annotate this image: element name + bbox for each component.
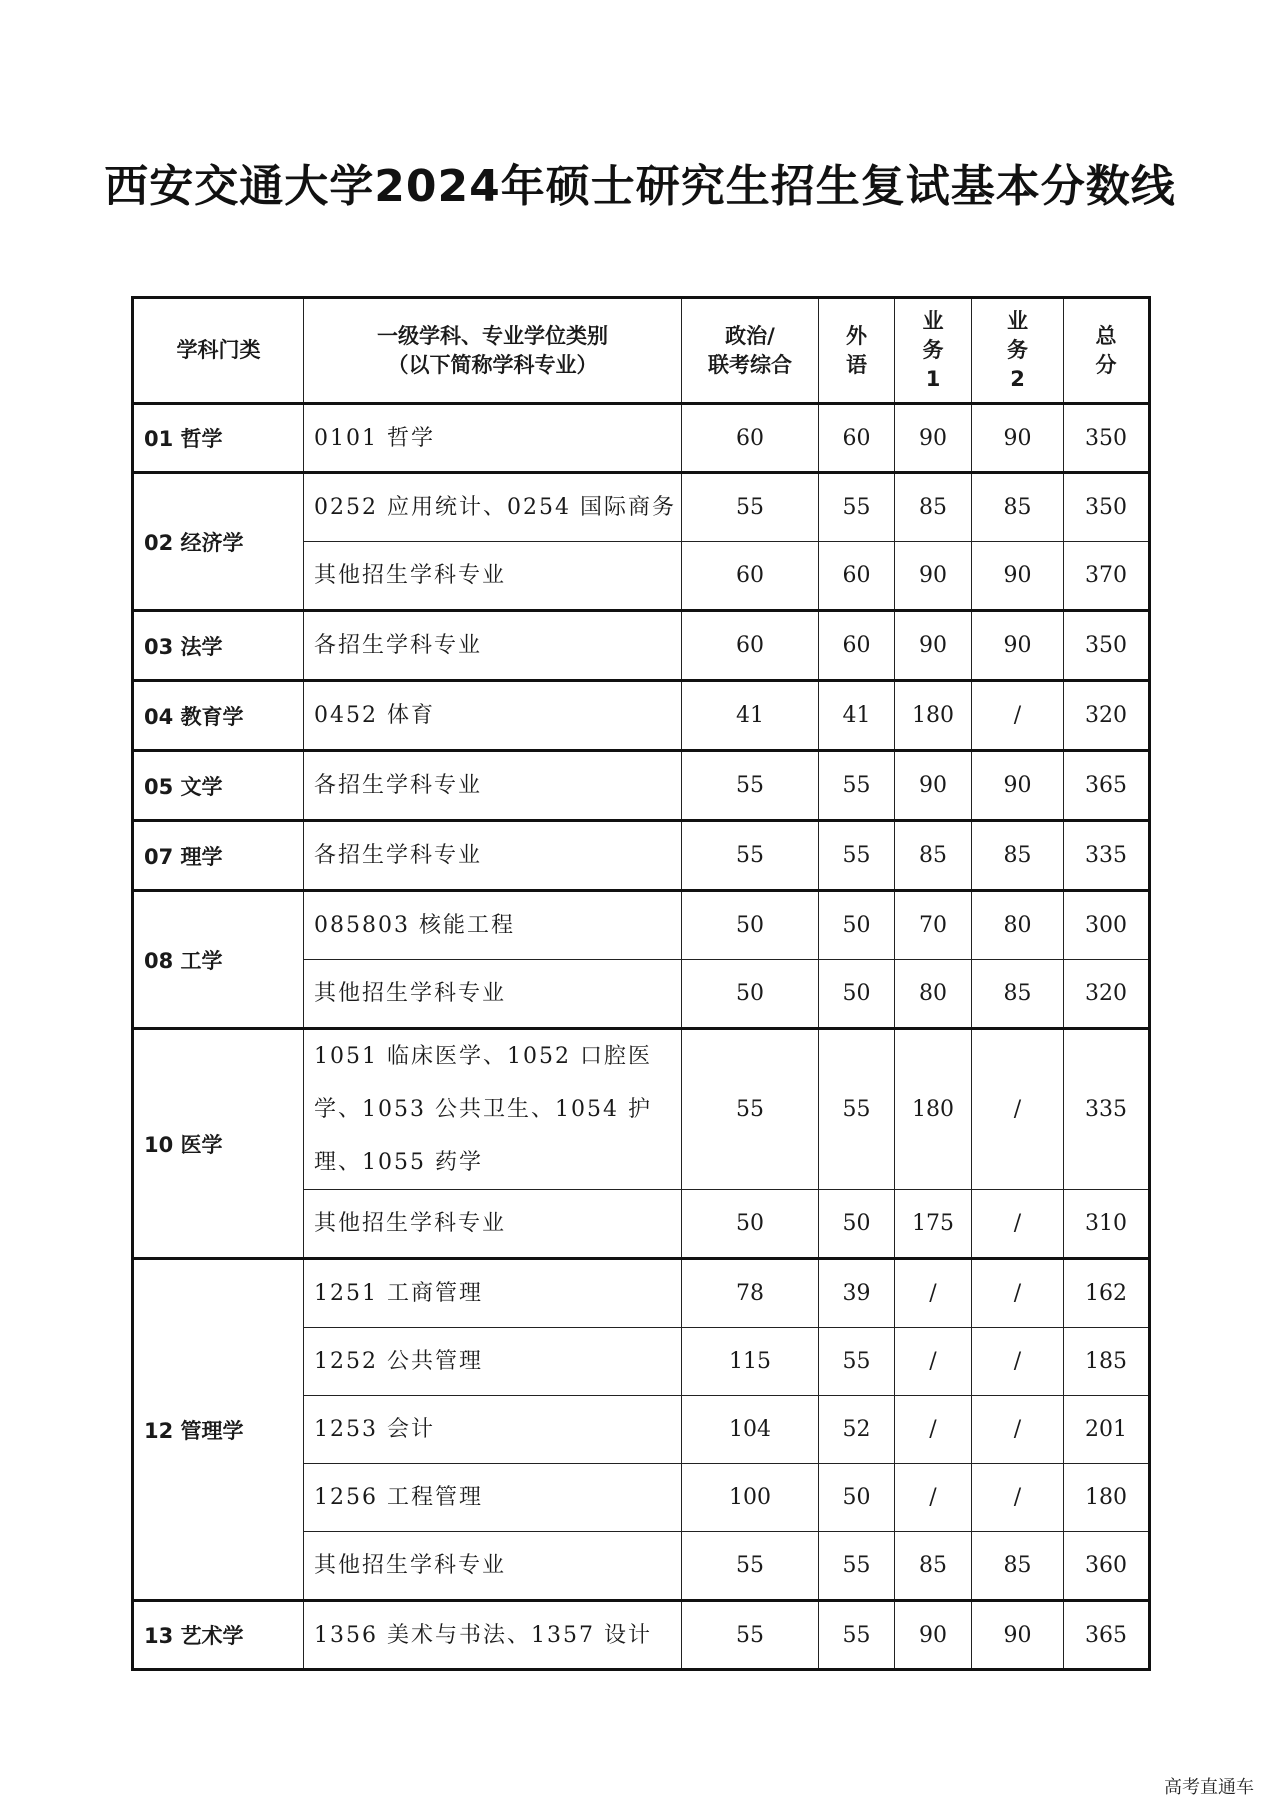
- page-title: 西安交通大学2024年硕士研究生招生复试基本分数线: [104, 161, 1176, 212]
- politics-score-cell: 41: [682, 681, 819, 751]
- header-subject: 一级学科、专业学位类别 （以下简称学科专业）: [304, 298, 682, 404]
- table-row: [133, 821, 1150, 891]
- table-body: [133, 404, 1150, 1670]
- course2-score-cell: /: [972, 1029, 1064, 1190]
- total-score-cell: 360: [1064, 1532, 1150, 1601]
- header-course2: 业 务 2: [972, 298, 1064, 404]
- course2-score-cell: 90: [972, 1601, 1064, 1670]
- course1-score-cell: 180: [895, 681, 972, 751]
- foreign-score-cell: 55: [819, 1532, 895, 1601]
- total-score-cell: 185: [1064, 1328, 1150, 1396]
- foreign-score-cell: 55: [819, 821, 895, 891]
- foreign-score-cell: 39: [819, 1259, 895, 1328]
- course2-score-cell: /: [972, 1328, 1064, 1396]
- course1-score-cell: 180: [895, 1029, 972, 1190]
- watermark-footer: 高考直通车: [1164, 1777, 1254, 1798]
- total-score-cell: 365: [1064, 1601, 1150, 1670]
- course1-score-cell: 175: [895, 1190, 972, 1259]
- course1-score-cell: 70: [895, 891, 972, 960]
- total-score-cell: 162: [1064, 1259, 1150, 1328]
- category-cell: 12 管理学: [133, 1259, 304, 1601]
- politics-score-cell: 55: [682, 1029, 819, 1190]
- category-cell: 08 工学: [133, 891, 304, 1029]
- table-row: [133, 1601, 1150, 1670]
- foreign-score-cell: 50: [819, 960, 895, 1029]
- category-cell: 07 理学: [133, 821, 304, 891]
- politics-score-cell: 60: [682, 542, 819, 611]
- politics-score-cell: 55: [682, 751, 819, 821]
- subject-cell: 各招生学科专业: [304, 611, 682, 681]
- subject-cell: 其他招生学科专业: [304, 960, 682, 1029]
- foreign-score-cell: 52: [819, 1396, 895, 1464]
- header-category: 学科门类: [133, 298, 304, 404]
- course1-score-cell: 85: [895, 473, 972, 542]
- category-cell: 13 艺术学: [133, 1601, 304, 1670]
- course2-score-cell: 85: [972, 960, 1064, 1029]
- politics-score-cell: 60: [682, 404, 819, 473]
- table-row: [133, 681, 1150, 751]
- table-row: [133, 1259, 1150, 1328]
- total-score-cell: 180: [1064, 1464, 1150, 1532]
- politics-score-cell: 50: [682, 960, 819, 1029]
- course2-score-cell: 90: [972, 542, 1064, 611]
- course2-score-cell: 85: [972, 473, 1064, 542]
- politics-score-cell: 50: [682, 1190, 819, 1259]
- course1-score-cell: /: [895, 1396, 972, 1464]
- category-cell: 10 医学: [133, 1029, 304, 1259]
- course1-score-cell: 85: [895, 821, 972, 891]
- foreign-score-cell: 55: [819, 1328, 895, 1396]
- politics-score-cell: 55: [682, 1532, 819, 1601]
- course1-score-cell: 90: [895, 1601, 972, 1670]
- course1-score-cell: /: [895, 1464, 972, 1532]
- politics-score-cell: 55: [682, 473, 819, 542]
- subject-cell: 1356 美术与书法、1357 设计: [304, 1601, 682, 1670]
- header-course1: 业 务 1: [895, 298, 972, 404]
- politics-score-cell: 115: [682, 1328, 819, 1396]
- table-row: [133, 1029, 1150, 1190]
- subject-cell: 0452 体育: [304, 681, 682, 751]
- total-score-cell: 320: [1064, 681, 1150, 751]
- course2-score-cell: 85: [972, 821, 1064, 891]
- course1-score-cell: /: [895, 1328, 972, 1396]
- course2-score-cell: /: [972, 681, 1064, 751]
- course2-score-cell: /: [972, 1464, 1064, 1532]
- course2-score-cell: /: [972, 1259, 1064, 1328]
- course1-score-cell: 90: [895, 542, 972, 611]
- total-score-cell: 350: [1064, 611, 1150, 681]
- course1-score-cell: 85: [895, 1532, 972, 1601]
- total-score-cell: 350: [1064, 404, 1150, 473]
- course2-score-cell: 90: [972, 611, 1064, 681]
- total-score-cell: 350: [1064, 473, 1150, 542]
- total-score-cell: 365: [1064, 751, 1150, 821]
- category-cell: 02 经济学: [133, 473, 304, 611]
- politics-score-cell: 55: [682, 821, 819, 891]
- table-row: [133, 473, 1150, 542]
- politics-score-cell: 50: [682, 891, 819, 960]
- course1-score-cell: 90: [895, 404, 972, 473]
- table-row: [133, 891, 1150, 960]
- foreign-score-cell: 50: [819, 891, 895, 960]
- course2-score-cell: 80: [972, 891, 1064, 960]
- subject-cell: 其他招生学科专业: [304, 1190, 682, 1259]
- score-table: [131, 296, 1151, 1671]
- course1-score-cell: 80: [895, 960, 972, 1029]
- table-row: [133, 404, 1150, 473]
- total-score-cell: 201: [1064, 1396, 1150, 1464]
- subject-cell: 1253 会计: [304, 1396, 682, 1464]
- foreign-score-cell: 55: [819, 1601, 895, 1670]
- total-score-cell: 310: [1064, 1190, 1150, 1259]
- politics-score-cell: 60: [682, 611, 819, 681]
- course2-score-cell: 85: [972, 1532, 1064, 1601]
- foreign-score-cell: 50: [819, 1464, 895, 1532]
- subject-cell: 1256 工程管理: [304, 1464, 682, 1532]
- foreign-score-cell: 41: [819, 681, 895, 751]
- total-score-cell: 320: [1064, 960, 1150, 1029]
- header-politics: 政治/ 联考综合: [682, 298, 819, 404]
- foreign-score-cell: 50: [819, 1190, 895, 1259]
- politics-score-cell: 78: [682, 1259, 819, 1328]
- foreign-score-cell: 55: [819, 473, 895, 542]
- table-row: [133, 751, 1150, 821]
- subject-cell: 各招生学科专业: [304, 751, 682, 821]
- foreign-score-cell: 55: [819, 751, 895, 821]
- table-row: [133, 611, 1150, 681]
- politics-score-cell: 100: [682, 1464, 819, 1532]
- header-foreign: 外 语: [819, 298, 895, 404]
- subject-cell: 其他招生学科专业: [304, 542, 682, 611]
- course2-score-cell: 90: [972, 751, 1064, 821]
- foreign-score-cell: 60: [819, 404, 895, 473]
- politics-score-cell: 55: [682, 1601, 819, 1670]
- category-cell: 04 教育学: [133, 681, 304, 751]
- total-score-cell: 335: [1064, 821, 1150, 891]
- category-cell: 01 哲学: [133, 404, 304, 473]
- subject-cell: 1252 公共管理: [304, 1328, 682, 1396]
- subject-cell: 1051 临床医学、1052 口腔医学、1053 公共卫生、1054 护理、1055 药学: [304, 1029, 682, 1190]
- course2-score-cell: 90: [972, 404, 1064, 473]
- total-score-cell: 300: [1064, 891, 1150, 960]
- subject-cell: 0252 应用统计、0254 国际商务: [304, 473, 682, 542]
- foreign-score-cell: 60: [819, 611, 895, 681]
- header-total: 总 分: [1064, 298, 1150, 404]
- foreign-score-cell: 55: [819, 1029, 895, 1190]
- subject-cell: 0101 哲学: [304, 404, 682, 473]
- politics-score-cell: 104: [682, 1396, 819, 1464]
- course2-score-cell: /: [972, 1396, 1064, 1464]
- subject-cell: 其他招生学科专业: [304, 1532, 682, 1601]
- total-score-cell: 335: [1064, 1029, 1150, 1190]
- total-score-cell: 370: [1064, 542, 1150, 611]
- subject-cell: 各招生学科专业: [304, 821, 682, 891]
- course2-score-cell: /: [972, 1190, 1064, 1259]
- subject-cell: 085803 核能工程: [304, 891, 682, 960]
- table-header-row: [133, 298, 1150, 404]
- course1-score-cell: /: [895, 1259, 972, 1328]
- category-cell: 03 法学: [133, 611, 304, 681]
- category-cell: 05 文学: [133, 751, 304, 821]
- subject-cell: 1251 工商管理: [304, 1259, 682, 1328]
- course1-score-cell: 90: [895, 611, 972, 681]
- course1-score-cell: 90: [895, 751, 972, 821]
- foreign-score-cell: 60: [819, 542, 895, 611]
